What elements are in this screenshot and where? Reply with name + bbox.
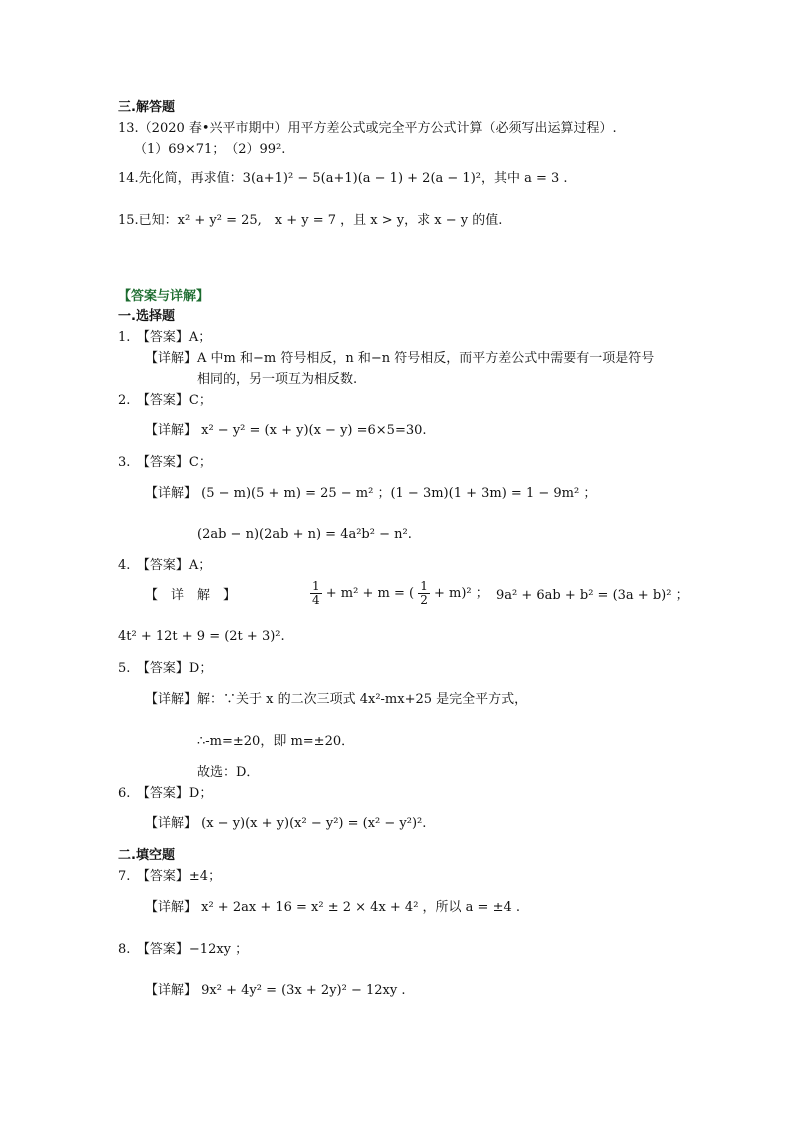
detail-2: 【详解】 x² − y² = (x + y)(x − y) =6×5=30.: [145, 423, 427, 438]
detail-3-line-2: (2ab − n)(2ab + n) = 4a²b² − n².: [197, 527, 412, 542]
detail-8: 【详解】 9x² + 4y² = (3x + 2y)² − 12xy .: [145, 983, 406, 998]
question-14-text: 14.先化简，再求值：3(a+1)² − 5(a+1)(a − 1) + 2(a − 1)²，其中 a = 3 .: [118, 171, 568, 186]
detail-4-label: 【 详 解 】: [145, 588, 237, 603]
answer-6: 6. 【答案】D；: [118, 786, 213, 801]
section-title-answer-questions: 三.解答题: [118, 100, 175, 115]
detail-5-line-1: 【详解】解：∵关于 x 的二次三项式 4x²-mx+25 是完全平方式，: [145, 692, 528, 707]
question-13-text: 13.（2020 春•兴平市期中）用平方差公式或完全平方公式计算（必须写出运算过程）.: [118, 121, 617, 136]
answer-8: 8. 【答案】−12xy ；: [118, 942, 249, 957]
question-13-parts: （1）69×71； （2）99².: [134, 142, 286, 157]
answer-5: 5. 【答案】D；: [118, 661, 213, 676]
answer-7: 7. 【答案】±4；: [118, 869, 222, 884]
detail-3-line-1: 【详解】 (5 − m)(5 + m) = 25 − m² ；(1 − 3m)(1 + 3m) = 1 − 9m² ；: [145, 486, 597, 501]
answers-heading: 【答案与详解】: [118, 289, 210, 304]
fraction-one-half: $\frac{1}{2}$: [420, 579, 428, 608]
detail-5-line-3: 故选：D．: [197, 765, 260, 780]
detail-1-line-1: 【详解】A 中m 和−m 符号相反，n 和−n 符号相反，而平方差公式中需要有一项是符号: [145, 351, 655, 366]
detail-4-expr-2: 9a² + 6ab + b² = (3a + b)² ；: [496, 588, 689, 603]
detail-4-expr-3: 4t² + 12t + 9 = (2t + 3)².: [118, 629, 285, 644]
detail-4-expr-1: $\frac{1}{4}$ + m² + m = ( $\frac{1}{2}$ + m)² ；: [312, 579, 489, 608]
answer-4: 4. 【答案】A；: [118, 558, 212, 573]
detail-1-line-2: 相同的，另一项互为相反数.: [197, 372, 358, 387]
section-title-choice: 一.选择题: [118, 309, 175, 324]
detail-7: 【详解】 x² + 2ax + 16 = x² ± 2 × 4x + 4² ，所以 a = ±4 .: [145, 900, 521, 915]
detail-6: 【详解】 (x − y)(x + y)(x² − y²) = (x² − y²)².: [145, 816, 427, 831]
fraction-one-quarter: $\frac{1}{4}$: [312, 579, 320, 608]
answer-3: 3. 【答案】C；: [118, 455, 212, 470]
question-15-text: 15.已知：x² + y² = 25, x + y = 7 ，且 x > y，求 x − y 的值.: [118, 213, 503, 228]
section-title-fill-blank: 二.填空题: [118, 848, 175, 863]
answer-2: 2. 【答案】C；: [118, 393, 212, 408]
answer-1: 1. 【答案】A；: [118, 330, 212, 345]
detail-5-line-2: ∴-m=±20，即 m=±20．: [197, 734, 355, 749]
